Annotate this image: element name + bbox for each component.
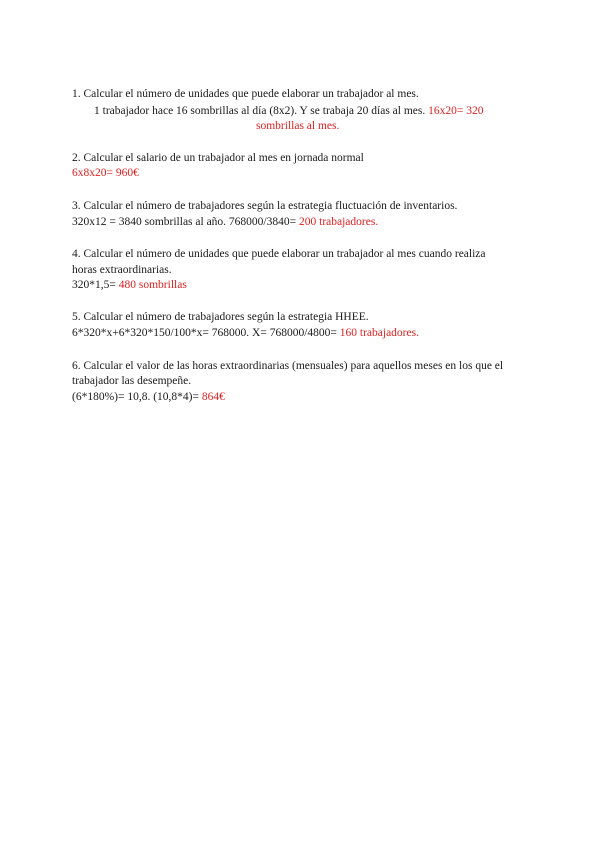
question-4-text-line1: 4. Calcular el número de unidades que puede elaborar un trabajador al mes cuando realiza <box>72 248 486 260</box>
answer-3-line <box>72 215 378 230</box>
answer-4-work: 320*1,5= <box>72 279 116 291</box>
answer-4-result: 480 sombrillas <box>118 279 187 291</box>
answer-5-result: 160 trabajadores. <box>339 327 419 339</box>
answer-5-line <box>72 326 419 341</box>
question-2-text: 2. Calcular el salario de un trabajador al mes en jornada normal <box>72 152 364 164</box>
answer-3-work: 320x12 = 3840 sombrillas al año. 768000/3840= <box>72 216 297 228</box>
answer-1-work: 1 trabajador hace 16 sombrillas al día (8x2). Y se trabaja 20 días al mes. <box>94 105 426 117</box>
question-4-text-line2: horas extraordinarias. <box>72 264 172 276</box>
question-3-text: 3. Calcular el número de trabajadores según la estrategia fluctuación de inventarios. <box>72 200 458 212</box>
answer-4-line <box>72 278 187 293</box>
answer-2-result: 6x8x20= 960€ <box>72 167 139 179</box>
answer-6-line <box>72 390 225 405</box>
answer-3-result: 200 trabajadores. <box>299 216 379 228</box>
answer-5-work: 6*320*x+6*320*150/100*x= 768000. X= 768000/4800= <box>72 327 337 339</box>
question-6-text-line1: 6. Calcular el valor de las horas extraordinarias (mensuales) para aquellos meses en los que el <box>72 360 504 372</box>
answer-6-work: (6*180%)= 10,8. (10,8*4)= <box>72 391 199 403</box>
question-6-text-line2: trabajador las desempeñe. <box>72 375 192 387</box>
answer-1-line <box>94 104 484 119</box>
answer-1-result-cont: sombrillas al mes. <box>256 120 340 132</box>
question-1-text: 1. Calcular el número de unidades que puede elaborar un trabajador al mes. <box>72 88 419 100</box>
answer-1-result: 16x20= 320 <box>428 105 484 117</box>
question-5-text: 5. Calcular el número de trabajadores según la estrategia HHEE. <box>72 311 369 323</box>
answer-6-result: 864€ <box>201 391 225 403</box>
